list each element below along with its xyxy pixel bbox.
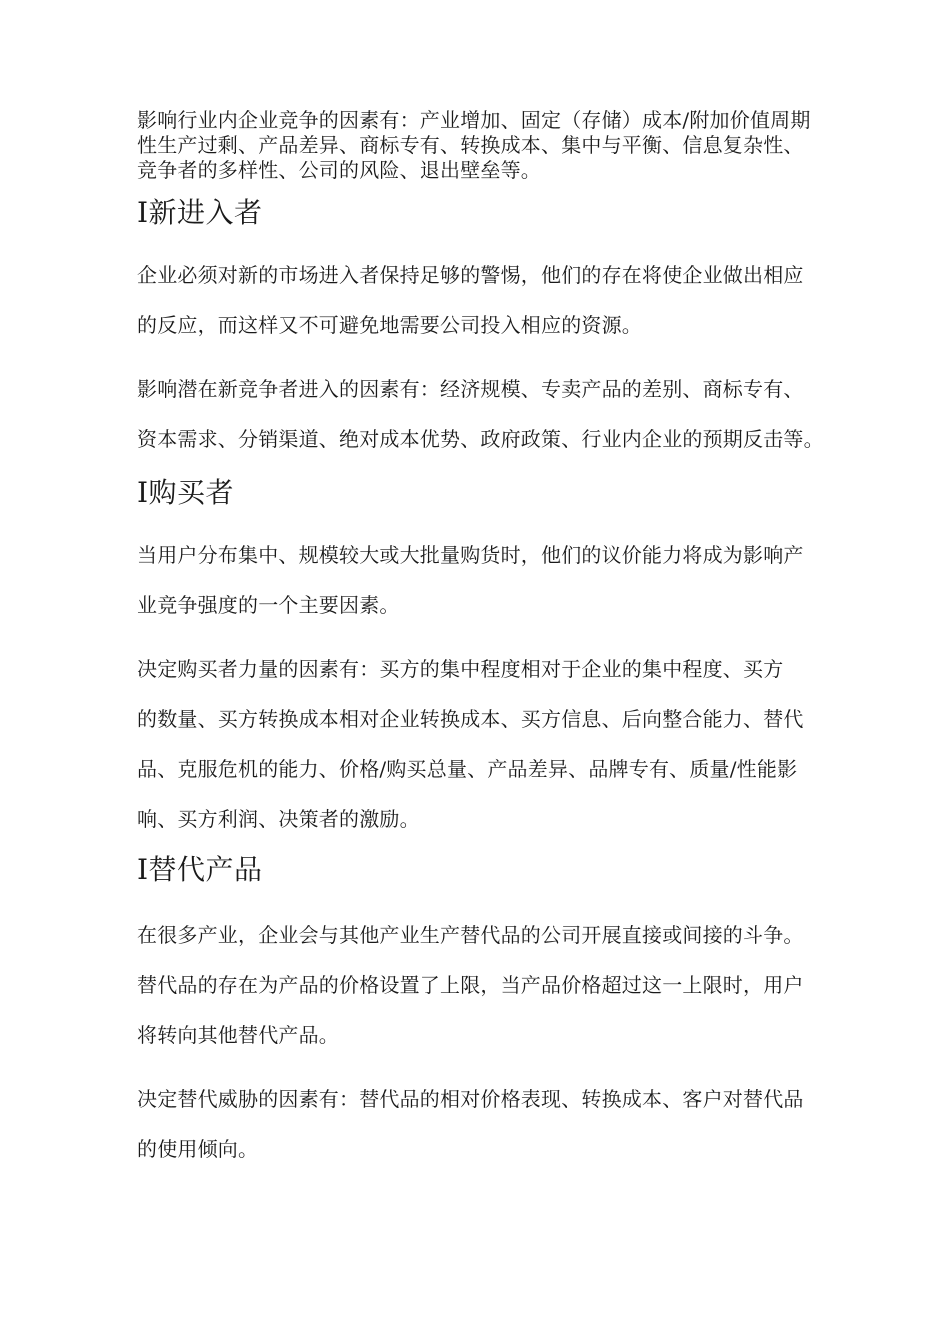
paragraph-line: 资本需求、分销渠道、绝对成本优势、政府政策、行业内企业的预期反击等。: [137, 427, 824, 451]
paragraph-line: 决定购买者力量的因素有：买方的集中程度相对于企业的集中程度、买方: [137, 657, 784, 681]
intro-line: 影响行业内企业竞争的因素有：产业增加、固定（存储）成本/附加价值周期: [137, 108, 811, 132]
intro-line: 竞争者的多样性、公司的风险、退出壁垒等。: [137, 158, 541, 182]
intro-paragraph: [137, 108, 817, 183]
paragraph-line: 品、克服危机的能力、价格/购买总量、产品差异、品牌专有、质量/性能影: [137, 757, 798, 781]
paragraph-line: 企业必须对新的市场进入者保持足够的警惕，他们的存在将使企业做出相应: [137, 263, 804, 287]
paragraph: [137, 644, 817, 844]
paragraph-line: 当用户分布集中、规模较大或大批量购货时，他们的议价能力将成为影响产: [137, 543, 804, 567]
paragraph-line: 的数量、买方转换成本相对企业转换成本、买方信息、后向整合能力、替代: [137, 707, 804, 731]
section-heading-substitutes: I替代产品: [137, 853, 263, 886]
section-heading-new-entrants: I新进入者: [137, 196, 263, 229]
paragraph: [137, 1074, 817, 1174]
paragraph-line: 在很多产业，企业会与其他产业生产替代品的公司开展直接或间接的斗争。: [137, 923, 804, 947]
paragraph: [137, 364, 824, 464]
paragraph-line: 决定替代威胁的因素有：替代品的相对价格表现、转换成本、客户对替代品: [137, 1087, 804, 1111]
paragraph-line: 业竞争强度的一个主要因素。: [137, 593, 400, 617]
paragraph-line: 响、买方利润、决策者的激励。: [137, 807, 420, 831]
paragraph-line: 将转向其他替代产品。: [137, 1023, 339, 1047]
section-heading-buyers: I购买者: [137, 476, 235, 509]
intro-line: 性生产过剩、产品差异、商标专有、转换成本、集中与平衡、信息复杂性、: [137, 133, 804, 157]
paragraph-line: 的反应，而这样又不可避免地需要公司投入相应的资源。: [137, 313, 642, 337]
paragraph-line: 替代品的存在为产品的价格设置了上限，当产品价格超过这一上限时，用户: [137, 973, 804, 997]
paragraph: [137, 910, 817, 1060]
paragraph: [137, 530, 817, 630]
paragraph-line: 影响潜在新竞争者进入的因素有：经济规模、专卖产品的差别、商标专有、: [137, 377, 804, 401]
paragraph-line: 的使用倾向。: [137, 1137, 259, 1161]
paragraph: [137, 250, 817, 350]
